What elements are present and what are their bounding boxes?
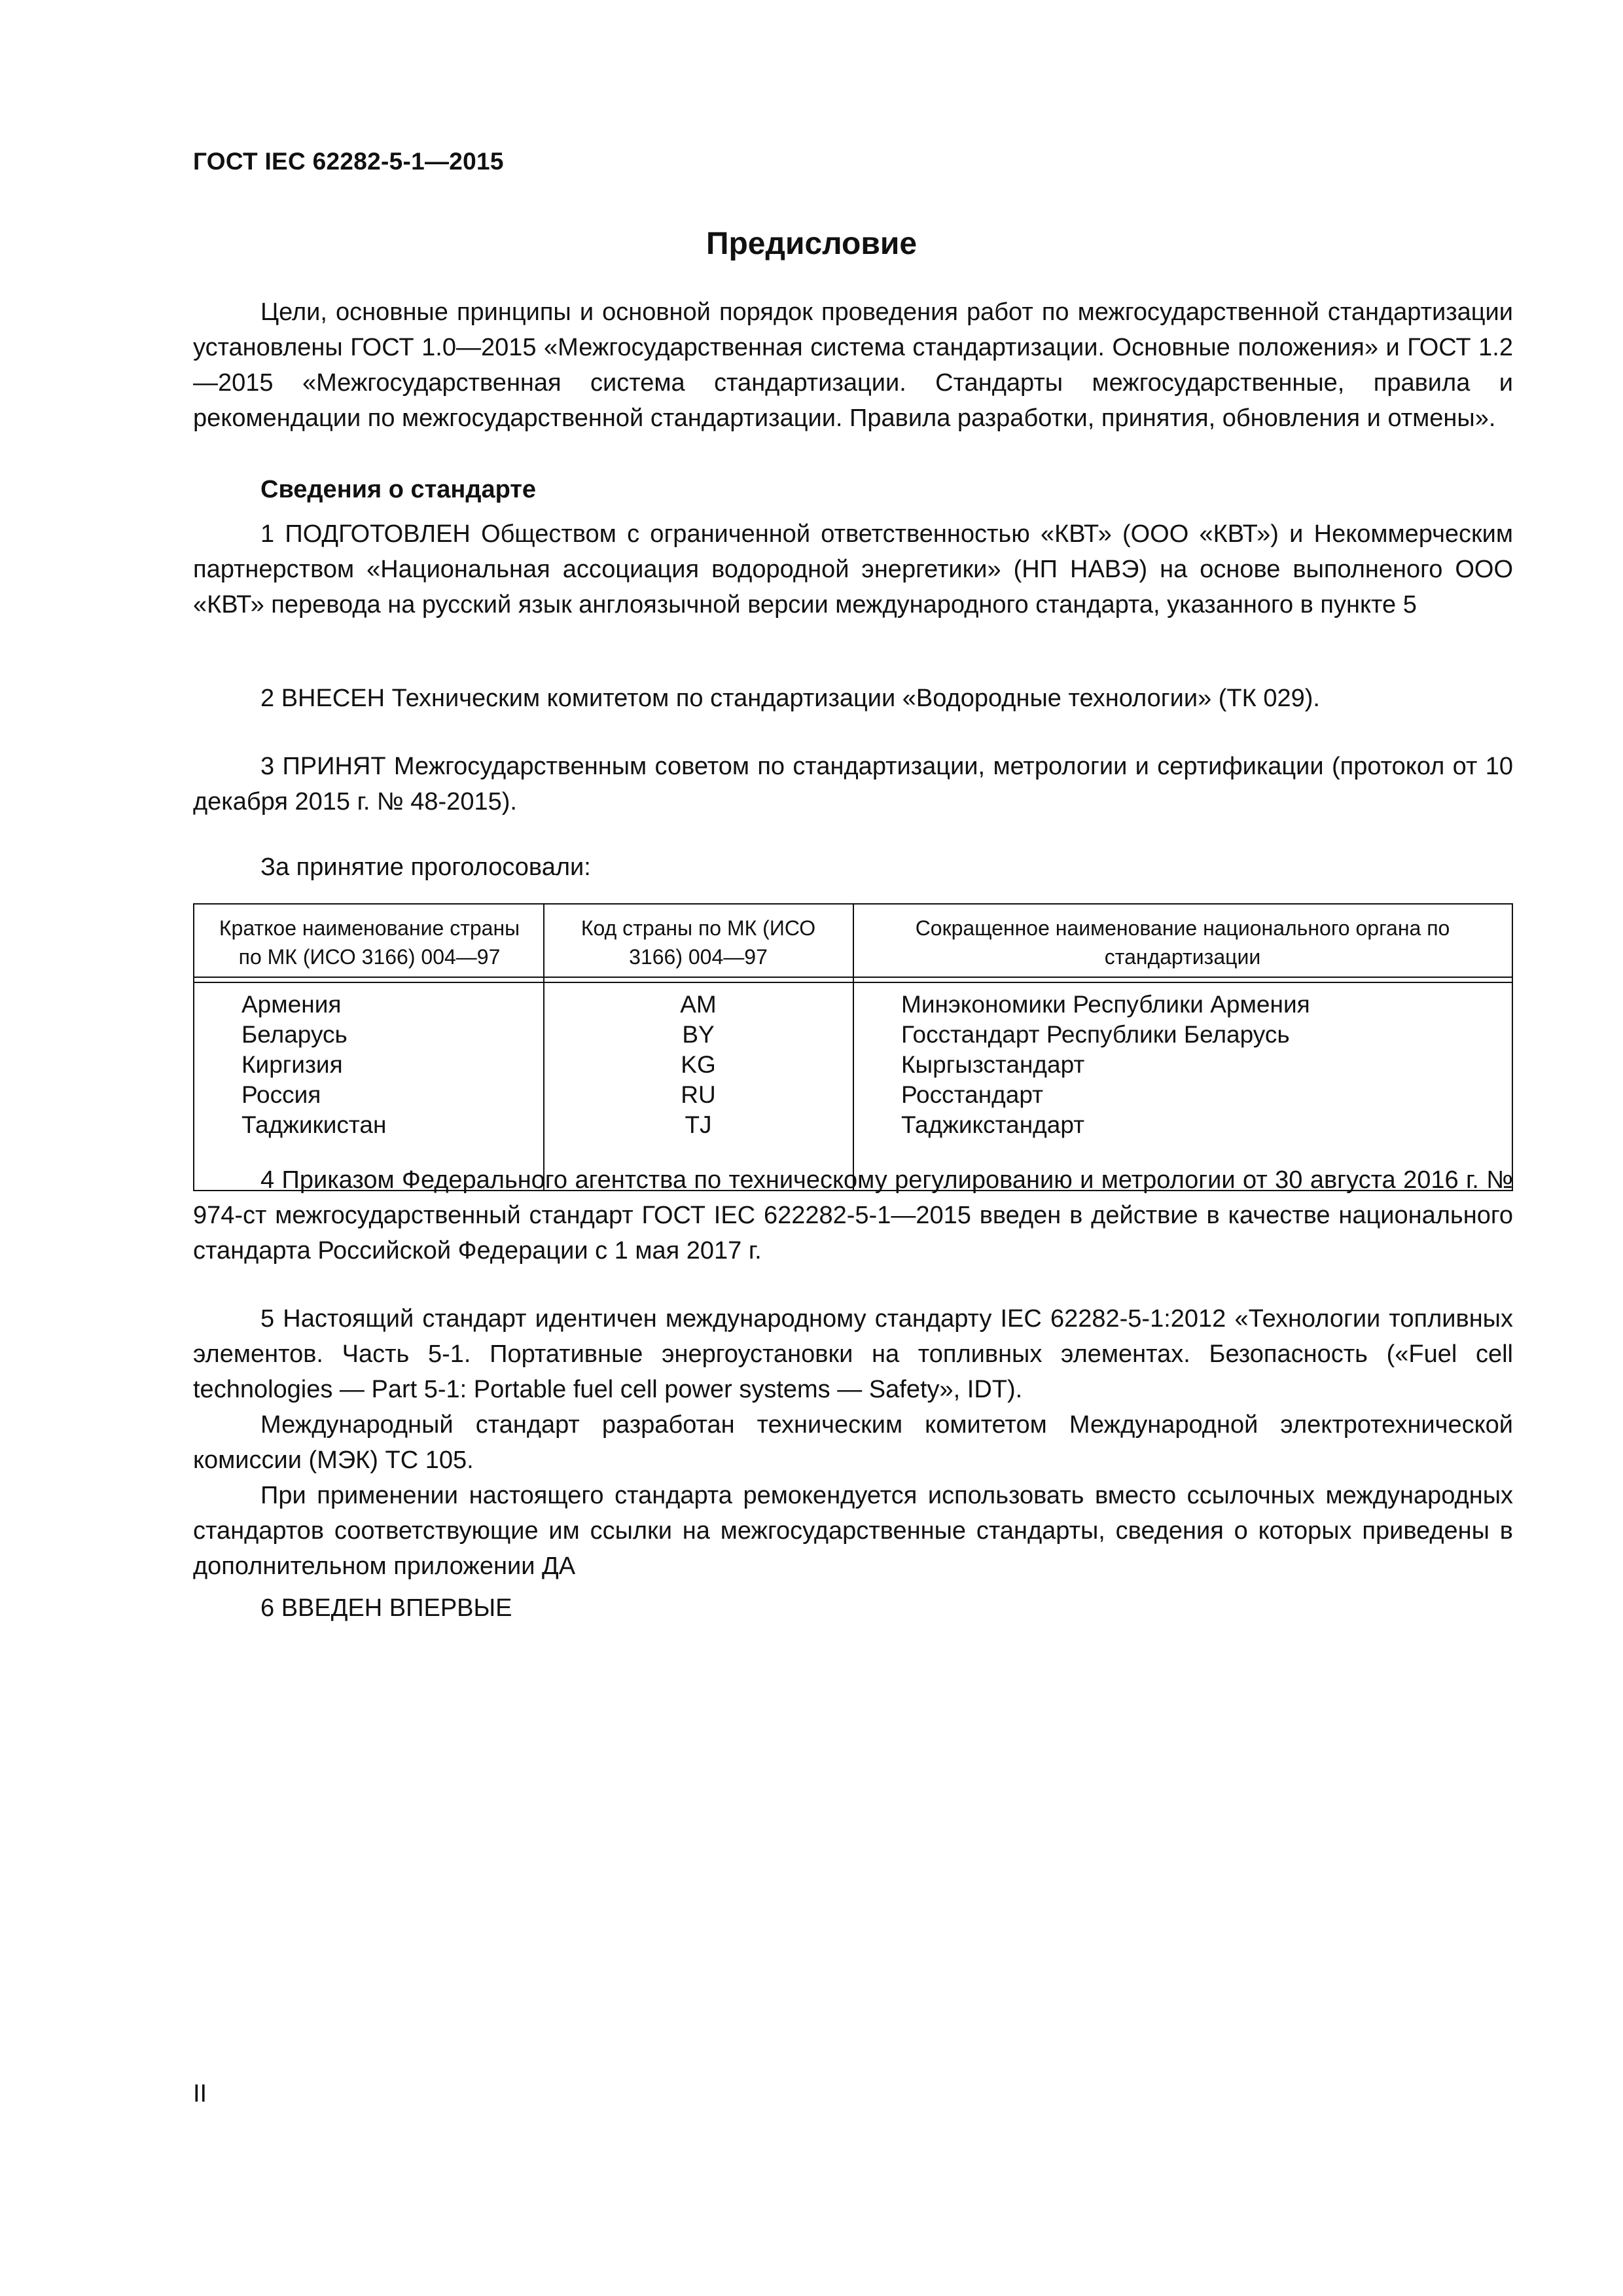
page-number: II [193,2080,207,2108]
table-cell-code: BY [682,1021,715,1048]
item-5-committee: Международный стандарт разработан техническим комитетом Международной электротехнической комиссии (МЭК) ТС 105. [193,1411,1513,1474]
item-5-identical: 5 Настоящий стандарт идентичен международному стандарту IEC 62282-5-1:2012 «Технологии топливных элементов. Часть 5-1. Портативные энергоустановки на топливных элементах. Безопасность («Fuel cell technologies — Part 5-1: Portable fuel cell power systems — Safety», IDT). [193,1305,1513,1403]
table-cell-body: Росстандарт [901,1081,1044,1108]
table-header-code: Код страны по МК (ИСО 3166) 004—97 [580,916,816,969]
table-cell-country: Киргизия [241,1051,343,1078]
document-code-header: ГОСТ IEC 62282-5-1—2015 [193,148,504,175]
table-cell-country: Армения [241,991,342,1018]
table-header-divider [194,982,1512,983]
item-6-first-introduced: 6 ВВЕДЕН ВПЕРВЫЕ [260,1594,512,1622]
voting-table [193,903,1513,1191]
table-column-country [241,990,386,1140]
table-header-body: Сокращенное наименование национального органа по стандартизации [915,916,1450,969]
item-1-prepared: 1 ПОДГОТОВЛЕН Обществом с ограниченной ответственностью «КВТ» (ООО «КВТ») и Некоммерческим партнерством «Национальная ассоциация водородной энергетики» (НП НАВЭ) на основе выполненого ООО «КВТ» перевода на русский язык англоязычной версии международного стандарта, указанного в пункте 5 [193,520,1513,619]
table-cell-code: TJ [685,1111,712,1138]
section-subheading: Сведения о стандарте [260,476,537,503]
item-4-order: 4 Приказом Федерального агентства по техническому регулированию и метрологии от 30 августа 2016 г. № 974-ст межгосударственный стандарт ГОСТ IEC 622282-5-1—2015 введен в действие в качестве национального стандарта Российской Федерации с 1 мая 2017 г. [193,1166,1513,1265]
item-5-references: При применении настоящего стандарта ремокендуется использовать вместо ссылочных международных стандартов соответствующие им ссылки на межгосударственные стандарты, сведения о которых приведены в дополнительном приложении ДА [193,1482,1513,1580]
table-cell-body: Кыргызстандарт [901,1051,1085,1078]
table-cell-body: Минэкономики Республики Армения [901,991,1310,1018]
page-title: Предисловие [705,226,918,261]
table-column-divider [853,905,854,1190]
table-cell-country: Беларусь [241,1021,348,1048]
table-header-country: Краткое наименование страны по МК (ИСО 3166) 004—97 [219,916,520,969]
table-cell-body: Таджикстандарт [901,1111,1085,1138]
table-cell-code: KG [681,1051,716,1078]
table-cell-code: AM [680,991,717,1018]
table-header-divider [194,977,1512,978]
table-cell-country: Россия [241,1081,321,1108]
table-cell-code: RU [681,1081,716,1108]
table-column-body [901,990,1310,1140]
intro-paragraph: Цели, основные принципы и основной порядок проведения работ по межгосударственной стандартизации установлены ГОСТ 1.0—2015 «Межгосударственная система стандартизации. Основные положения» и ГОСТ 1.2—2015 «Межгосударственная система стандартизации. Стандарты межгосударственные, правила и рекомендации по межгосударственной стандартизации. Правила разработки, принятия, обновления и отмены». [193,298,1513,432]
item-3-adopted: 3 ПРИНЯТ Межгосударственным советом по стандартизации, метрологии и сертификации (протокол от 10 декабря 2015 г. № 48-2015). [193,753,1513,816]
item-2-submitted: 2 ВНЕСЕН Техническим комитетом по стандартизации «Водородные технологии» (ТК 029). [260,685,1320,712]
vote-label: За принятие проголосовали: [260,853,591,881]
table-cell-country: Таджикистан [241,1111,387,1138]
table-cell-body: Госстандарт Республики Беларусь [901,1021,1290,1048]
table-column-code [544,990,852,1140]
